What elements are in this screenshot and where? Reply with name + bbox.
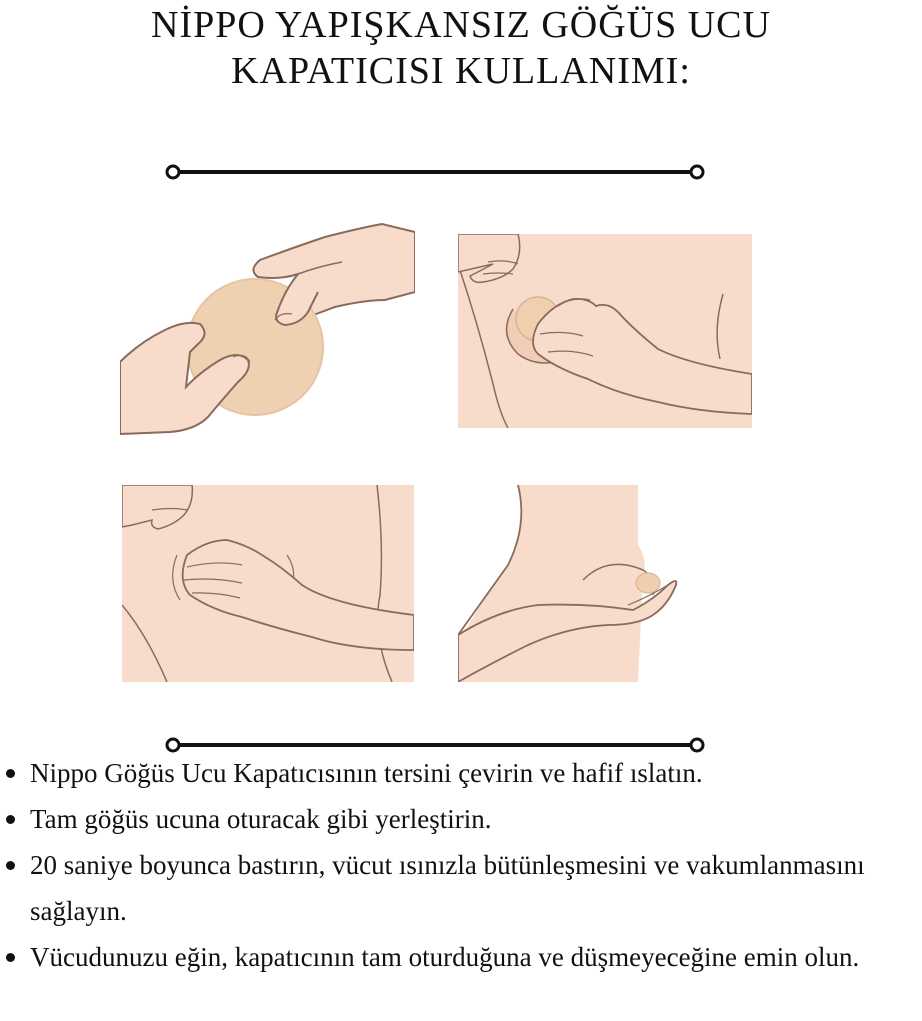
step-2-illustration [458,234,752,428]
instruction-step-3: 20 saniye boyunca bastırın, vücut ısınızla bütünleşmesini ve vakumlanmasını sağlayın. [0,842,922,934]
top-divider [160,160,710,184]
title-line-2: KAPATICISI KULLANIMI: [231,50,691,92]
instruction-step-4: Vücudunuzu eğin, kapatıcının tam oturduğuna ve düşmeyeceğine emin olun. [0,934,922,980]
title-line-1: NİPPO YAPIŞKANSIZ GÖĞÜS UCU [151,4,771,46]
instruction-step-1: Nippo Göğüs Ucu Kapatıcısının tersini çevirin ve hafif ıslatın. [0,750,922,796]
step-4-illustration [458,485,693,682]
instruction-list [0,750,922,980]
step-1-illustration [120,222,415,437]
step-3-illustration [122,485,414,682]
page-title [0,2,922,94]
instruction-step-2: Tam göğüs ucuna oturacak gibi yerleştirin. [0,796,922,842]
